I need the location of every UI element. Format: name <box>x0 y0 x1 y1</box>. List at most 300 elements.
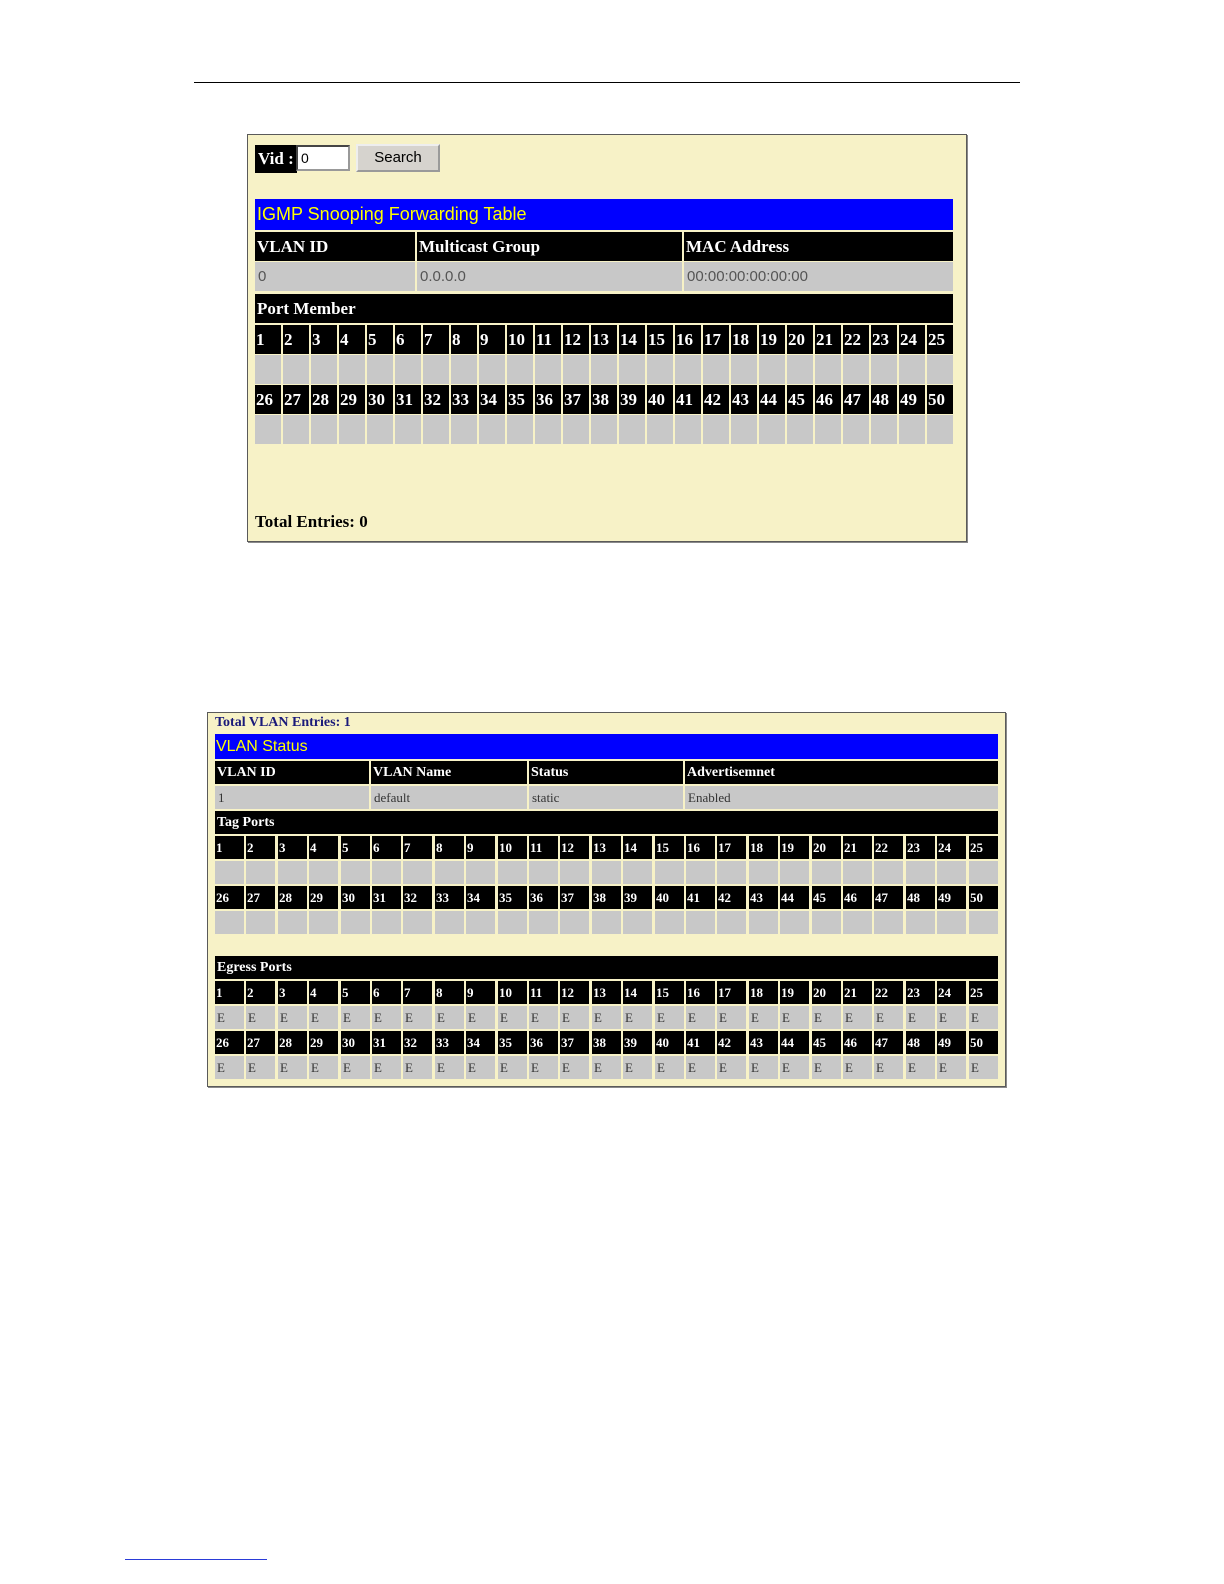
tag-port-cell <box>215 861 244 884</box>
egress-port-cell: E <box>623 1006 652 1029</box>
tag-port-number: 32 <box>403 886 432 909</box>
tag-port-cell <box>843 861 872 884</box>
egress-port-cell: E <box>403 1006 432 1029</box>
egress-port-number: 19 <box>780 981 809 1004</box>
egress-port-number: 37 <box>560 1031 589 1054</box>
port-member-cell <box>591 415 617 444</box>
tag-port-number: 44 <box>780 886 809 909</box>
port-number: 39 <box>619 385 645 414</box>
egress-port-cell: E <box>592 1056 621 1079</box>
egress-port-cell: E <box>812 1056 841 1079</box>
egress-port-cell: E <box>435 1056 464 1079</box>
tag-port-number: 50 <box>969 886 998 909</box>
tag-port-number: 2 <box>246 836 275 859</box>
egress-port-cell: E <box>686 1056 715 1079</box>
port-member-cell <box>311 355 337 384</box>
tag-port-cell <box>341 911 370 934</box>
cell-vlan-name: default <box>371 786 527 809</box>
egress-port-number: 33 <box>435 1031 464 1054</box>
port-number: 10 <box>507 325 533 354</box>
egress-port-cell: E <box>874 1056 903 1079</box>
egress-port-cell: E <box>466 1056 495 1079</box>
egress-port-cell: E <box>969 1056 998 1079</box>
tag-port-cell <box>623 861 652 884</box>
vid-input[interactable] <box>296 145 350 171</box>
tag-port-cell <box>906 911 935 934</box>
tag-port-cell <box>592 911 621 934</box>
egress-port-number: 8 <box>435 981 464 1004</box>
port-member-cell <box>703 355 729 384</box>
port-member-cell <box>507 355 533 384</box>
egress-port-number: 29 <box>309 1031 338 1054</box>
egress-port-number: 49 <box>937 1031 966 1054</box>
tag-port-number: 34 <box>466 886 495 909</box>
port-number: 24 <box>899 325 925 354</box>
tag-port-number: 18 <box>749 836 778 859</box>
egress-port-number: 50 <box>969 1031 998 1054</box>
tag-port-cell <box>278 861 307 884</box>
tag-port-cell <box>749 911 778 934</box>
egress-port-cell: E <box>341 1006 370 1029</box>
egress-port-cell: E <box>937 1006 966 1029</box>
egress-port-cell: E <box>969 1006 998 1029</box>
tag-port-number: 1 <box>215 836 244 859</box>
port-member-cell <box>843 415 869 444</box>
port-number: 15 <box>647 325 673 354</box>
tag-port-cell <box>215 911 244 934</box>
egress-port-number: 45 <box>812 1031 841 1054</box>
port-number: 36 <box>535 385 561 414</box>
port-member-cell <box>339 415 365 444</box>
port-number: 42 <box>703 385 729 414</box>
cell-mac-address: 00:00:00:00:00:00 <box>684 262 953 291</box>
port-member-cell <box>927 415 953 444</box>
tag-port-number: 4 <box>309 836 338 859</box>
egress-port-number: 5 <box>341 981 370 1004</box>
egress-port-number: 13 <box>592 981 621 1004</box>
egress-port-number: 40 <box>655 1031 684 1054</box>
port-number: 23 <box>871 325 897 354</box>
tag-port-cell <box>341 861 370 884</box>
port-member-cell <box>731 415 757 444</box>
egress-port-cell: E <box>874 1006 903 1029</box>
egress-port-number: 32 <box>403 1031 432 1054</box>
vlan-status-panel <box>207 712 1006 1087</box>
egress-port-number: 18 <box>749 981 778 1004</box>
column-header-advertisement: Advertisemnet <box>685 761 998 784</box>
egress-port-cell: E <box>498 1006 527 1029</box>
egress-port-cell: E <box>498 1056 527 1079</box>
tag-port-cell <box>278 911 307 934</box>
egress-port-cell: E <box>843 1006 872 1029</box>
egress-port-number: 26 <box>215 1031 244 1054</box>
tag-port-number: 3 <box>278 836 307 859</box>
egress-port-cell: E <box>655 1006 684 1029</box>
egress-port-number: 27 <box>246 1031 275 1054</box>
tag-port-cell <box>560 861 589 884</box>
tag-port-number: 15 <box>655 836 684 859</box>
egress-port-number: 39 <box>623 1031 652 1054</box>
tag-port-cell <box>246 911 275 934</box>
egress-port-number: 17 <box>717 981 746 1004</box>
port-member-cell <box>899 355 925 384</box>
egress-port-cell: E <box>906 1006 935 1029</box>
egress-port-number: 1 <box>215 981 244 1004</box>
egress-port-number: 20 <box>812 981 841 1004</box>
port-number: 50 <box>927 385 953 414</box>
tag-port-cell <box>717 861 746 884</box>
egress-port-number: 24 <box>937 981 966 1004</box>
port-member-cell <box>507 415 533 444</box>
port-member-cell <box>815 355 841 384</box>
egress-port-number: 48 <box>906 1031 935 1054</box>
tag-port-cell <box>498 911 527 934</box>
cell-multicast-group: 0.0.0.0 <box>417 262 682 291</box>
port-member-cell <box>339 355 365 384</box>
port-number: 32 <box>423 385 449 414</box>
port-member-cell <box>283 355 309 384</box>
egress-port-cell: E <box>372 1056 401 1079</box>
tag-port-cell <box>812 911 841 934</box>
tag-port-cell <box>592 861 621 884</box>
page-header-rule <box>194 82 1020 83</box>
egress-port-number: 7 <box>403 981 432 1004</box>
tag-port-number: 25 <box>969 836 998 859</box>
column-header-multicast-group: Multicast Group <box>417 232 682 261</box>
egress-port-cell: E <box>215 1006 244 1029</box>
egress-port-cell: E <box>246 1056 275 1079</box>
tag-port-number: 23 <box>906 836 935 859</box>
tag-port-number: 36 <box>529 886 558 909</box>
port-member-cell <box>759 415 785 444</box>
egress-port-cell: E <box>812 1006 841 1029</box>
tag-port-cell <box>686 861 715 884</box>
egress-port-number: 9 <box>466 981 495 1004</box>
tag-port-number: 16 <box>686 836 715 859</box>
total-entries: Total Entries: 0 <box>255 512 368 531</box>
port-member-cell <box>927 355 953 384</box>
egress-port-number: 31 <box>372 1031 401 1054</box>
egress-port-number: 22 <box>874 981 903 1004</box>
tag-port-cell <box>937 911 966 934</box>
tag-port-cell <box>969 861 998 884</box>
port-number: 46 <box>815 385 841 414</box>
egress-port-number: 35 <box>498 1031 527 1054</box>
port-number: 30 <box>367 385 393 414</box>
vid-label: Vid : <box>255 145 297 173</box>
port-number: 3 <box>311 325 337 354</box>
tag-port-number: 12 <box>560 836 589 859</box>
egress-port-cell: E <box>906 1056 935 1079</box>
tag-port-cell <box>686 911 715 934</box>
port-member-cell <box>283 415 309 444</box>
egress-port-number: 43 <box>749 1031 778 1054</box>
port-number: 45 <box>787 385 813 414</box>
egress-ports-header: Egress Ports <box>215 956 998 979</box>
egress-port-number: 21 <box>843 981 872 1004</box>
egress-port-number: 3 <box>278 981 307 1004</box>
tag-port-number: 5 <box>341 836 370 859</box>
port-member-header: Port Member <box>255 294 953 323</box>
port-member-cell <box>367 415 393 444</box>
egress-port-cell: E <box>341 1056 370 1079</box>
port-member-cell <box>395 415 421 444</box>
port-number: 26 <box>255 385 281 414</box>
igmp-snooping-panel <box>247 134 967 542</box>
egress-port-cell: E <box>278 1056 307 1079</box>
port-number: 44 <box>759 385 785 414</box>
egress-port-number: 12 <box>560 981 589 1004</box>
port-number: 7 <box>423 325 449 354</box>
cell-advertisement: Enabled <box>685 786 998 809</box>
tag-port-cell <box>372 861 401 884</box>
port-member-cell <box>451 355 477 384</box>
port-member-cell <box>423 415 449 444</box>
egress-port-number: 2 <box>246 981 275 1004</box>
tag-port-cell <box>529 911 558 934</box>
tag-port-number: 47 <box>874 886 903 909</box>
tag-port-cell <box>372 911 401 934</box>
port-member-cell <box>479 355 505 384</box>
port-member-cell <box>479 415 505 444</box>
tag-port-number: 41 <box>686 886 715 909</box>
egress-port-number: 15 <box>655 981 684 1004</box>
egress-port-cell: E <box>435 1006 464 1029</box>
tag-port-cell <box>309 911 338 934</box>
tag-port-cell <box>560 911 589 934</box>
port-member-cell <box>451 415 477 444</box>
egress-port-cell: E <box>309 1056 338 1079</box>
egress-port-cell: E <box>623 1056 652 1079</box>
egress-port-number: 16 <box>686 981 715 1004</box>
egress-port-number: 47 <box>874 1031 903 1054</box>
port-number: 11 <box>535 325 561 354</box>
port-member-cell <box>311 415 337 444</box>
port-number: 6 <box>395 325 421 354</box>
egress-port-number: 25 <box>969 981 998 1004</box>
port-member-cell <box>423 355 449 384</box>
port-number: 49 <box>899 385 925 414</box>
tag-port-number: 20 <box>812 836 841 859</box>
port-number: 33 <box>451 385 477 414</box>
port-member-cell <box>843 355 869 384</box>
port-member-cell <box>367 355 393 384</box>
port-number: 31 <box>395 385 421 414</box>
port-number: 38 <box>591 385 617 414</box>
tag-port-number: 29 <box>309 886 338 909</box>
port-number: 28 <box>311 385 337 414</box>
table-title: IGMP Snooping Forwarding Table <box>255 199 953 230</box>
egress-port-number: 23 <box>906 981 935 1004</box>
column-header-status: Status <box>529 761 683 784</box>
port-member-cell <box>787 355 813 384</box>
tag-port-cell <box>655 911 684 934</box>
tag-port-number: 38 <box>592 886 621 909</box>
port-member-cell <box>619 415 645 444</box>
tag-port-number: 8 <box>435 836 464 859</box>
tag-port-cell <box>843 911 872 934</box>
tag-port-number: 30 <box>341 886 370 909</box>
tag-port-number: 24 <box>937 836 966 859</box>
tag-port-cell <box>655 861 684 884</box>
port-number: 47 <box>843 385 869 414</box>
tag-port-cell <box>874 861 903 884</box>
tag-port-cell <box>969 911 998 934</box>
column-header-vlan-name: VLAN Name <box>371 761 527 784</box>
tag-port-number: 9 <box>466 836 495 859</box>
port-member-cell <box>647 355 673 384</box>
tag-port-cell <box>309 861 338 884</box>
tag-port-number: 13 <box>592 836 621 859</box>
tag-port-cell <box>623 911 652 934</box>
egress-port-cell: E <box>560 1006 589 1029</box>
egress-port-cell: E <box>372 1006 401 1029</box>
port-member-cell <box>787 415 813 444</box>
egress-port-cell: E <box>749 1006 778 1029</box>
port-member-cell <box>535 415 561 444</box>
port-number: 19 <box>759 325 785 354</box>
column-header-vlan-id: VLAN ID <box>255 232 415 261</box>
tag-port-cell <box>780 861 809 884</box>
egress-port-cell: E <box>592 1006 621 1029</box>
tag-port-cell <box>717 911 746 934</box>
port-number: 13 <box>591 325 617 354</box>
port-number: 14 <box>619 325 645 354</box>
egress-port-cell: E <box>403 1056 432 1079</box>
tag-port-number: 17 <box>717 836 746 859</box>
port-member-cell <box>563 415 589 444</box>
port-number: 40 <box>647 385 673 414</box>
egress-port-number: 28 <box>278 1031 307 1054</box>
tag-port-cell <box>780 911 809 934</box>
egress-port-number: 14 <box>623 981 652 1004</box>
port-number: 25 <box>927 325 953 354</box>
egress-port-number: 34 <box>466 1031 495 1054</box>
egress-port-number: 44 <box>780 1031 809 1054</box>
port-member-cell <box>647 415 673 444</box>
port-member-cell <box>703 415 729 444</box>
port-number: 8 <box>451 325 477 354</box>
tag-port-number: 42 <box>717 886 746 909</box>
tag-port-number: 46 <box>843 886 872 909</box>
port-number: 18 <box>731 325 757 354</box>
port-number: 4 <box>339 325 365 354</box>
port-number: 2 <box>283 325 309 354</box>
port-member-cell <box>731 355 757 384</box>
tag-port-number: 22 <box>874 836 903 859</box>
port-member-cell <box>619 355 645 384</box>
egress-port-cell: E <box>246 1006 275 1029</box>
tag-port-number: 33 <box>435 886 464 909</box>
tag-port-number: 49 <box>937 886 966 909</box>
port-number: 5 <box>367 325 393 354</box>
egress-port-cell: E <box>717 1006 746 1029</box>
egress-port-cell: E <box>529 1006 558 1029</box>
egress-port-number: 36 <box>529 1031 558 1054</box>
tag-port-number: 48 <box>906 886 935 909</box>
egress-port-cell: E <box>686 1006 715 1029</box>
port-number: 20 <box>787 325 813 354</box>
tag-port-cell <box>906 861 935 884</box>
port-number: 27 <box>283 385 309 414</box>
tag-port-number: 10 <box>498 836 527 859</box>
tag-port-cell <box>435 911 464 934</box>
tag-port-number: 11 <box>529 836 558 859</box>
egress-port-number: 30 <box>341 1031 370 1054</box>
tag-port-cell <box>403 861 432 884</box>
cell-status: static <box>529 786 683 809</box>
tag-port-number: 35 <box>498 886 527 909</box>
cell-vlan-id: 0 <box>255 262 415 291</box>
port-number: 48 <box>871 385 897 414</box>
port-number: 17 <box>703 325 729 354</box>
tag-ports-header: Tag Ports <box>215 811 998 834</box>
egress-port-cell: E <box>278 1006 307 1029</box>
port-member-cell <box>899 415 925 444</box>
port-member-cell <box>563 355 589 384</box>
port-member-cell <box>591 355 617 384</box>
port-number: 37 <box>563 385 589 414</box>
tag-port-cell <box>435 861 464 884</box>
tag-port-cell <box>466 911 495 934</box>
port-number: 16 <box>675 325 701 354</box>
egress-port-number: 42 <box>717 1031 746 1054</box>
tag-port-number: 6 <box>372 836 401 859</box>
port-number: 43 <box>731 385 757 414</box>
tag-port-cell <box>498 861 527 884</box>
tag-port-number: 7 <box>403 836 432 859</box>
tag-port-number: 45 <box>812 886 841 909</box>
port-member-cell <box>871 355 897 384</box>
port-member-cell <box>395 355 421 384</box>
port-member-cell <box>255 355 281 384</box>
port-number: 21 <box>815 325 841 354</box>
port-number: 9 <box>479 325 505 354</box>
tag-port-number: 26 <box>215 886 244 909</box>
tag-port-cell <box>749 861 778 884</box>
column-header-mac-address: MAC Address <box>684 232 953 261</box>
port-member-cell <box>675 355 701 384</box>
port-number: 34 <box>479 385 505 414</box>
port-number: 1 <box>255 325 281 354</box>
tag-port-cell <box>812 861 841 884</box>
tag-port-cell <box>403 911 432 934</box>
tag-port-number: 31 <box>372 886 401 909</box>
tag-port-number: 39 <box>623 886 652 909</box>
vlan-status-title: VLAN Status <box>215 734 998 759</box>
port-number: 35 <box>507 385 533 414</box>
page-footer-rule <box>125 1559 267 1560</box>
tag-port-number: 19 <box>780 836 809 859</box>
port-member-cell <box>675 415 701 444</box>
port-member-cell <box>871 415 897 444</box>
column-header-vlan-id: VLAN ID <box>215 761 369 784</box>
tag-port-number: 14 <box>623 836 652 859</box>
tag-port-number: 37 <box>560 886 589 909</box>
egress-port-number: 38 <box>592 1031 621 1054</box>
tag-port-number: 27 <box>246 886 275 909</box>
tag-port-number: 40 <box>655 886 684 909</box>
egress-port-cell: E <box>780 1006 809 1029</box>
egress-port-cell: E <box>466 1006 495 1029</box>
port-number: 41 <box>675 385 701 414</box>
search-button[interactable]: Search <box>356 144 440 172</box>
egress-port-cell: E <box>309 1006 338 1029</box>
tag-port-cell <box>937 861 966 884</box>
egress-port-cell: E <box>749 1056 778 1079</box>
port-member-cell <box>255 415 281 444</box>
tag-port-cell <box>874 911 903 934</box>
